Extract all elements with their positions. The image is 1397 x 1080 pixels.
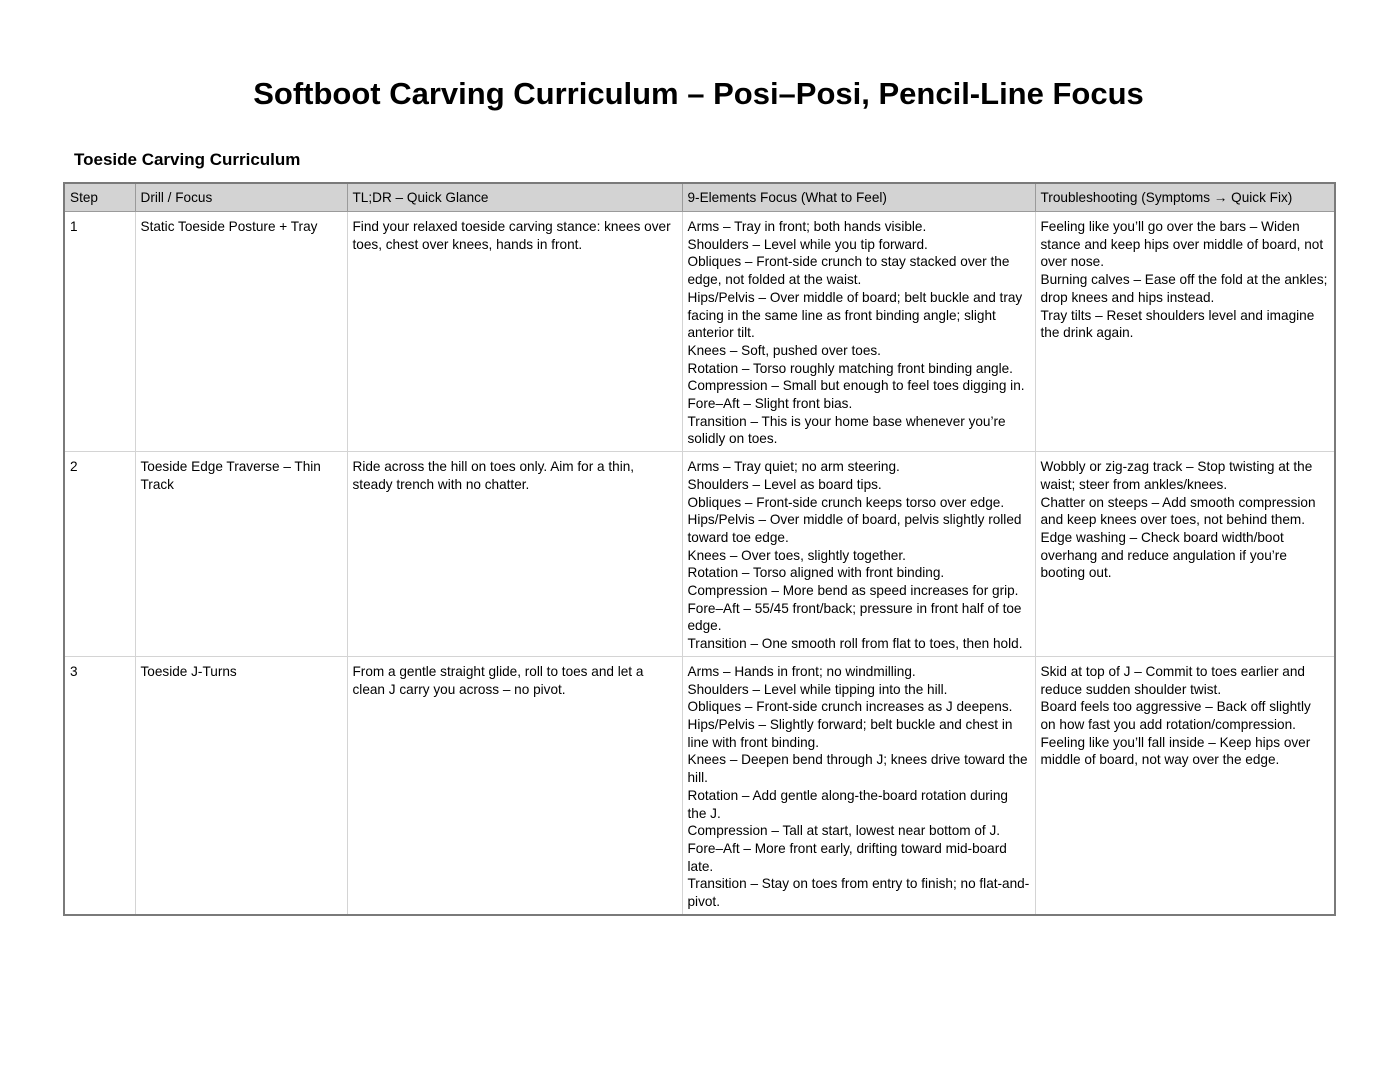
cell-elements <box>682 212 1035 452</box>
element-line: Rotation – Add gentle along-the-board rotation during the J. <box>687 787 1008 821</box>
header-drill: Drill / Focus <box>135 183 347 212</box>
troubleshooting-line: Chatter on steeps – Add smooth compression and keep knees over toes, not behind them. <box>1040 494 1316 528</box>
troubleshooting-line: Skid at top of J – Commit to toes earlier and reduce sudden shoulder twist. <box>1040 663 1305 697</box>
header-tldr: TL;DR – Quick Glance <box>347 183 682 212</box>
cell-drill: Static Toeside Posture + Tray <box>135 212 347 452</box>
element-line: Hips/Pelvis – Over middle of board, pelvis slightly rolled toward toe edge. <box>687 512 1022 545</box>
section-heading: Toeside Carving Curriculum <box>74 150 301 169</box>
element-line: Knees – Deepen bend through J; knees drive toward the hill. <box>687 752 1028 786</box>
element-line: Fore–Aft – Slight front bias. <box>687 396 853 412</box>
troubleshooting-line: Burning calves – Ease off the fold at the ankles; drop knees and hips instead. <box>1040 272 1328 305</box>
troubleshooting-line: Board feels too aggressive – Back off slightly on how fast you add rotation/compression. <box>1040 699 1311 732</box>
element-line: Obliques – Front-side crunch to stay stacked over the edge, not folded at the waist. <box>687 254 1010 288</box>
cell-troubleshooting <box>1035 452 1335 657</box>
troubleshooting-line: Wobbly or zig-zag track – Stop twisting at the waist; steer from ankles/knees. <box>1040 459 1313 492</box>
element-line: Arms – Tray in front; both hands visible. <box>687 219 927 234</box>
element-line: Obliques – Front-side crunch increases as J deepens. <box>687 699 1013 715</box>
cell-troubleshooting <box>1035 656 1335 914</box>
element-line: Transition – Stay on toes from entry to finish; no flat-and-pivot. <box>687 876 1030 910</box>
page-title: Softboot Carving Curriculum – Posi–Posi, Pencil-Line Focus <box>253 76 1144 111</box>
header-step: Step <box>64 183 135 212</box>
table-row <box>64 212 1335 452</box>
curriculum-table <box>63 182 1336 916</box>
element-line: Transition – This is your home base whenever you’re solidly on toes. <box>687 413 1006 447</box>
header-troubleshooting: Troubleshooting (Symptoms → Quick Fix) <box>1035 183 1335 212</box>
element-line: Knees – Over toes, slightly together. <box>687 547 906 563</box>
troubleshooting-line: Feeling like you’ll fall inside – Keep hips over middle of board, not way over the edge. <box>1040 734 1311 768</box>
element-line: Knees – Soft, pushed over toes. <box>687 342 881 358</box>
element-line: Fore–Aft – 55/45 front/back; pressure in front half of toe edge. <box>687 600 1022 634</box>
header-elements: 9-Elements Focus (What to Feel) <box>682 183 1035 212</box>
element-line: Obliques – Front-side crunch keeps torso over edge. <box>687 494 1005 510</box>
troubleshooting-line: Feeling like you’ll go over the bars – Widen stance and keep hips over middle of board, not over nose. <box>1040 219 1324 270</box>
cell-step: 1 <box>64 212 135 452</box>
element-line: Hips/Pelvis – Slightly forward; belt buckle and chest in line with front binding. <box>687 716 1013 750</box>
element-line: Shoulders – Level while you tip forward. <box>687 236 928 252</box>
element-line: Rotation – Torso roughly matching front binding angle. <box>687 360 1013 376</box>
element-line: Fore–Aft – More front early, drifting toward mid-board late. <box>687 840 1007 874</box>
cell-troubleshooting <box>1035 212 1335 452</box>
table-header-row <box>64 183 1335 212</box>
troubleshooting-line: Edge washing – Check board width/boot overhang and reduce angulation if you’re booting out. <box>1040 529 1287 581</box>
element-line: Shoulders – Level while tipping into the hill. <box>687 681 948 697</box>
cell-tldr: From a gentle straight glide, roll to toes and let a clean J carry you across – no pivot. <box>347 656 682 914</box>
cell-drill: Toeside Edge Traverse – Thin Track <box>135 452 347 657</box>
element-line: Shoulders – Level as board tips. <box>687 476 882 492</box>
cell-tldr: Find your relaxed toeside carving stance: knees over toes, chest over knees, hands in front. <box>347 212 682 452</box>
cell-elements <box>682 452 1035 657</box>
cell-tldr: Ride across the hill on toes only. Aim for a thin, steady trench with no chatter. <box>347 452 682 657</box>
cell-step: 2 <box>64 452 135 657</box>
element-line: Arms – Hands in front; no windmilling. <box>687 663 916 679</box>
element-line: Rotation – Torso aligned with front binding. <box>687 565 945 581</box>
element-line: Compression – Tall at start, lowest near bottom of J. <box>687 823 1001 839</box>
cell-drill: Toeside J-Turns <box>135 656 347 914</box>
table-row <box>64 656 1335 914</box>
element-line: Compression – More bend as speed increases for grip. <box>687 583 1019 599</box>
element-line: Compression – Small but enough to feel toes digging in. <box>687 378 1025 394</box>
table-row <box>64 452 1335 657</box>
troubleshooting-line: Tray tilts – Reset shoulders level and imagine the drink again. <box>1040 307 1315 341</box>
cell-step: 3 <box>64 656 135 914</box>
element-line: Hips/Pelvis – Over middle of board; belt buckle and tray facing in the same line as front binding angle; slight anterior tilt. <box>687 289 1023 341</box>
element-line: Transition – One smooth roll from flat to toes, then hold. <box>687 636 1023 652</box>
cell-elements <box>682 656 1035 914</box>
element-line: Arms – Tray quiet; no arm steering. <box>687 459 900 475</box>
